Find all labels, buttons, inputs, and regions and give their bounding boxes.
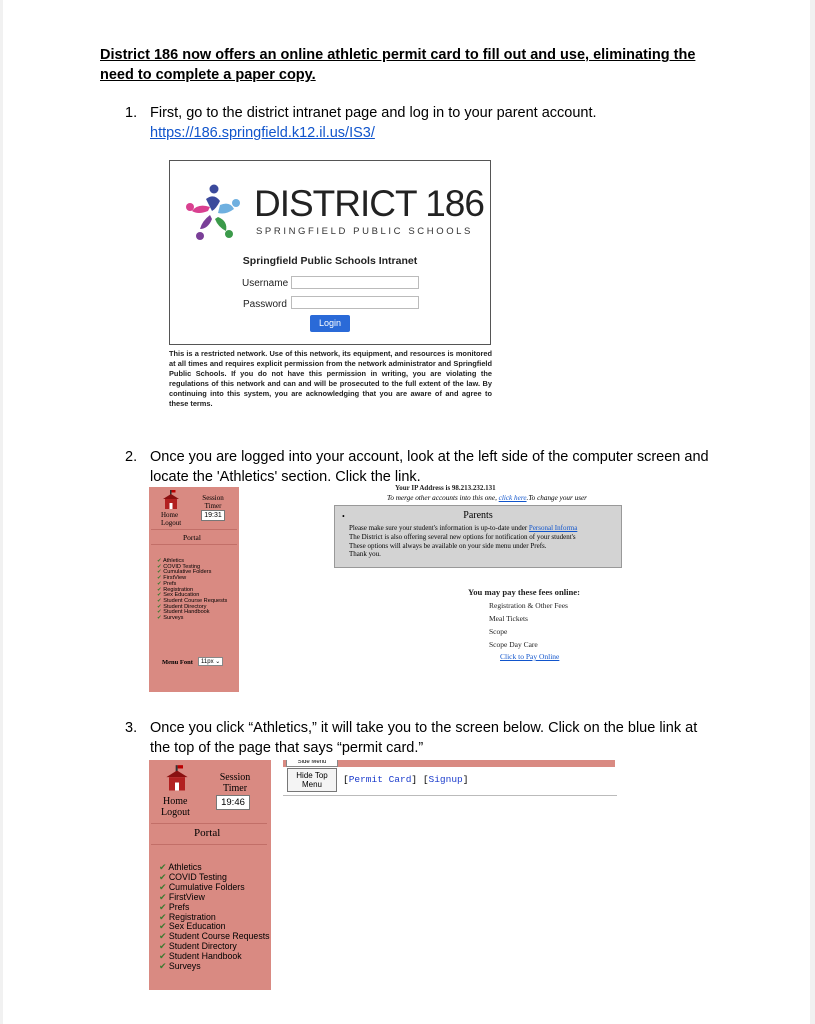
step-text: First, go to the district intranet page and log in to your parent account. [150, 105, 597, 121]
session-timer: 19:31 [201, 510, 225, 521]
menu-list-large [159, 863, 271, 972]
username-label: Username [242, 278, 289, 289]
step-text-line-1: Once you click “Athletics,” it will take you to the screen below. Click on the blue link at [150, 720, 698, 736]
intranet-title: Springfield Public Schools Intranet [242, 255, 418, 267]
portal-label: Portal [194, 827, 221, 839]
menu-item-surveys[interactable]: ✔ Surveys [157, 615, 184, 622]
intranet-url-link[interactable]: https://186.springfield.k12.il.us/IS3/ [150, 125, 375, 141]
menu-item-sex-education[interactable]: ✔ Sex Education [157, 592, 200, 599]
menu-item-student-directory[interactable]: ✔ Student Directory [157, 603, 207, 610]
menu-item-cumulative-folders[interactable]: ✔ Cumulative Folders [159, 881, 245, 892]
login-button[interactable]: Login [310, 315, 350, 332]
step-number: 2. [125, 449, 138, 465]
menu-list-small [157, 559, 227, 622]
permit-links: [Permit Card] [Signup] [343, 774, 469, 785]
divider [283, 795, 617, 796]
divider [151, 844, 267, 845]
personal-information-link[interactable]: Personal Informa [528, 524, 578, 532]
home-link[interactable]: Home [163, 796, 188, 807]
merge-click-here-link[interactable]: click here [498, 494, 527, 502]
ip-address-line: Your IP Address is 98.213.232.131 [395, 485, 496, 490]
fee-item: Scope [489, 627, 508, 636]
menu-item-prefs[interactable]: ✔ Prefs [159, 901, 190, 912]
menu-item-student-handbook[interactable]: ✔ Student Handbook [157, 609, 210, 616]
schoolhouse-icon [165, 765, 189, 792]
password-label: Password [243, 299, 287, 310]
menu-item-firstview[interactable]: ✔ FirstView [157, 575, 187, 582]
divider [151, 544, 237, 545]
schoolhouse-icon [162, 490, 180, 510]
menu-font-select[interactable]: 11px ⌄ [198, 657, 223, 666]
menu-item-covid-testing[interactable]: ✔ COVID Testing [157, 563, 201, 570]
step-number: 1. [125, 105, 138, 121]
step-text-line-2: the top of the page that says “permit card.” [150, 740, 424, 756]
session-timer: 19:46 [216, 795, 250, 810]
menu-item-registration[interactable]: ✔ Registration [159, 911, 216, 922]
side-menu-button[interactable]: Side Menu [286, 760, 338, 767]
menu-item-firstview[interactable]: ✔ FirstView [159, 891, 205, 902]
brand-title: DISTRICT 186 [254, 183, 484, 224]
district-logo-icon [184, 181, 244, 241]
divider [151, 529, 237, 530]
menu-item-covid-testing[interactable]: ✔ COVID Testing [159, 871, 227, 882]
session-timer-label: Session Timer [202, 494, 224, 510]
step-number: 3. [125, 720, 138, 736]
menu-item-athletics[interactable]: ✔ Athletics [157, 558, 185, 564]
menu-item-athletics[interactable]: ✔ Athletics [159, 862, 202, 872]
bullet: • [342, 512, 345, 521]
menu-item-prefs[interactable]: ✔ Prefs [157, 580, 177, 587]
chevron-down-icon: ⌄ [215, 659, 221, 665]
logout-link[interactable]: Logout [161, 519, 182, 527]
document-heading: District 186 now offers an online athletic permit card to fill out and use, eliminating the need to complete a paper copy. [100, 47, 696, 83]
step-text-line-1: Once you are logged into your account, look at the left side of the computer screen and [150, 449, 709, 465]
menu-item-sex-education[interactable]: ✔ Sex Education [159, 921, 226, 932]
menu-item-registration[interactable]: ✔ Registration [157, 586, 194, 593]
permit-card-link[interactable]: Permit Card [348, 774, 412, 785]
signup-link[interactable]: Signup [428, 774, 463, 785]
pay-online-link[interactable]: Click to Pay Online [500, 652, 560, 661]
logout-link[interactable]: Logout [161, 807, 190, 818]
menu-item-cumulative-folders[interactable]: ✔ Cumulative Folders [157, 569, 212, 576]
menu-item-surveys[interactable]: ✔ Surveys [159, 961, 201, 972]
password-input[interactable] [291, 296, 419, 309]
hide-top-menu-button[interactable]: Hide Top Menu [287, 768, 337, 792]
fee-item: Meal Tickets [489, 614, 528, 623]
username-input[interactable] [291, 276, 419, 289]
login-screenshot [169, 160, 491, 345]
sidebar-small-screenshot [149, 487, 239, 692]
brand-subtitle: SPRINGFIELD PUBLIC SCHOOLS [256, 226, 473, 237]
fee-item: Scope Day Care [489, 640, 538, 649]
parents-notice-panel [334, 505, 622, 568]
parents-title: Parents [463, 510, 493, 521]
fee-item: Registration & Other Fees [489, 601, 568, 610]
restricted-network-disclaimer: This is a restricted network. Use of this network, its equipment, and resources is monitored at all times and requires explicit permission from the network administrator and Springfield Public Schools. If you do not have this permission in writing, you are violating the regulations of this network and can and will be prosecuted to the full extent of the law. By continuing into this system, you are acknowledging that you are aware of and agree to these terms. [169, 349, 492, 408]
parents-text: Please make sure your student's information is up-to-date under Personal Informa The District is also offering several new options for notification of your student's These options will always be available on your side menu under Prefs. Thank you. [349, 524, 578, 559]
session-timer-label: Session Timer [219, 772, 251, 794]
fees-title: You may pay these fees online: [468, 587, 580, 597]
document-page [3, 0, 810, 1024]
step-text-line-2: locate the 'Athletics' section. Click the link. [150, 469, 421, 485]
menu-item-student-course-requests[interactable]: ✔ Student Course Requests [159, 932, 270, 942]
divider [151, 823, 267, 824]
menu-item-student-course-requests[interactable]: ✔ Student Course Requests [157, 597, 228, 604]
portal-label: Portal [183, 533, 201, 542]
menu-item-student-handbook[interactable]: ✔ Student Handbook [159, 951, 242, 962]
menu-item-student-directory[interactable]: ✔ Student Directory [159, 941, 237, 952]
sidebar-large-screenshot [149, 760, 271, 990]
merge-accounts-line: To merge other accounts into this one, click here.To change your user [387, 494, 587, 502]
home-link[interactable]: Home [161, 511, 179, 519]
menu-font-label: Menu Font [162, 659, 193, 666]
